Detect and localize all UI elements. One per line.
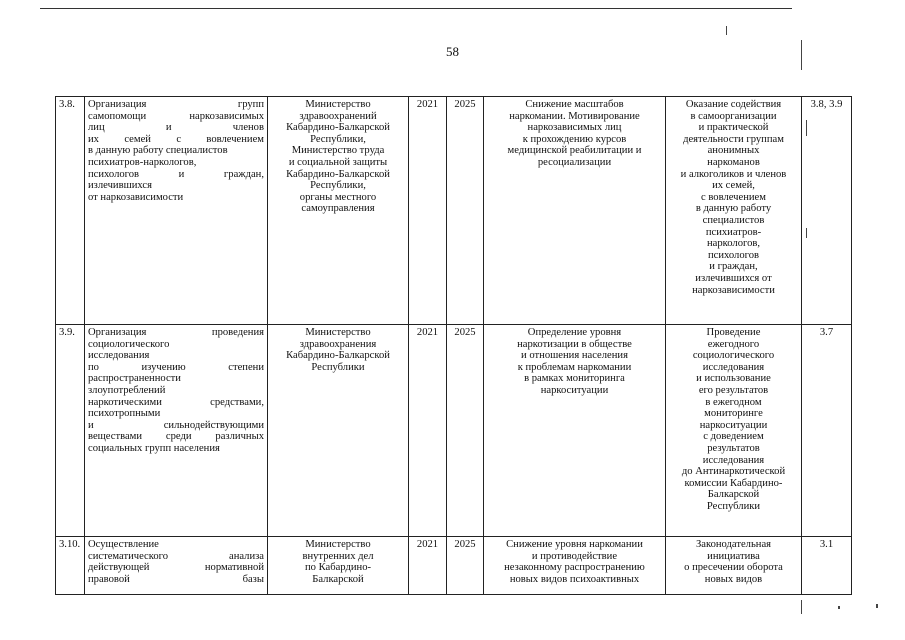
executor-line: органы местного	[299, 191, 377, 203]
executor-line: Кабардино-Балкарской	[286, 168, 390, 180]
result-cell	[484, 325, 666, 537]
activity-line: наркотическими средствами,	[88, 396, 264, 408]
indicator-line: и использование	[696, 373, 771, 385]
activity-line: самопомощи наркозависимых	[88, 110, 264, 122]
activity-line: Организация групп	[88, 99, 264, 110]
executor-line: внутренних дел	[302, 550, 374, 562]
activity-line: веществами среди различных	[88, 431, 264, 443]
indicator-line: наркологов,	[706, 238, 761, 250]
activity-cell	[85, 537, 268, 595]
activity-line: по изучению степени	[88, 361, 264, 373]
indicator-line: социологического	[692, 350, 775, 362]
table-row	[56, 97, 852, 325]
indicator-line: инициатива	[707, 550, 760, 562]
indicator-line: Законодательная	[695, 539, 772, 550]
indicator-line: комиссии Кабардино-	[684, 477, 783, 489]
result-line: медицинской реабилитации и	[507, 145, 642, 157]
table-row	[56, 325, 852, 537]
result-line: наркоситуации	[540, 384, 609, 396]
indicator-line: Балкарской	[707, 489, 760, 501]
result-line: наркотизации в обществе	[517, 338, 632, 350]
result-line: наркозависимых лиц	[527, 122, 622, 134]
executor-line: Министерство	[305, 327, 371, 338]
indicator-line: анонимных	[707, 145, 760, 157]
activity-line: распространенности	[88, 373, 181, 385]
activity-line: от наркозависимости	[88, 191, 184, 203]
link-cell: 3.7	[802, 325, 852, 537]
executor-line: Республики	[311, 361, 365, 373]
scan-mark	[801, 600, 802, 614]
activity-line: исследования	[88, 350, 150, 362]
activity-line: их семей с вовлечением	[88, 133, 264, 145]
result-line: наркомании. Мотивирование	[509, 110, 640, 122]
scan-mark	[876, 604, 878, 608]
indicator-line: в самоорганизации	[690, 110, 777, 122]
top-border-line	[40, 8, 792, 9]
executor-cell	[268, 97, 409, 325]
activity-cell	[85, 97, 268, 325]
indicator-line: наркозависимости	[692, 284, 775, 296]
activity-line: психиатров-наркологов,	[88, 156, 197, 168]
executor-line: Кабардино-Балкарской	[286, 122, 390, 134]
executor-line: здравоохранения	[299, 338, 377, 350]
executor-line: Республики,	[310, 133, 366, 145]
activity-line: Организация проведения	[88, 327, 264, 338]
link-cell: 3.1	[802, 537, 852, 595]
activity-line: социальных групп населения	[88, 442, 220, 454]
scan-mark	[801, 40, 802, 70]
executor-line: самоуправления	[301, 203, 375, 215]
indicator-line: мониторинге	[704, 408, 763, 420]
indicator-line: ежегодного	[707, 338, 760, 350]
result-line: и противодействие	[531, 550, 618, 562]
start-year: 2021	[409, 97, 447, 325]
result-line: к прохождению курсов	[522, 133, 627, 145]
row-number: 3.8.	[56, 97, 85, 325]
result-line: Снижение масштабов	[525, 99, 624, 110]
indicator-line: специалистов	[702, 214, 765, 226]
activity-line: злоупотреблений	[88, 384, 166, 396]
executor-line: Балкарской	[312, 573, 364, 585]
activity-line: Осуществление	[88, 539, 159, 550]
activity-line: и сильнодействующими	[88, 419, 264, 431]
indicator-line: психиатров-	[705, 226, 762, 238]
indicator-line: психологов	[707, 249, 760, 261]
executor-line: Министерство	[305, 99, 371, 110]
executor-line: по Кабардино-	[304, 562, 372, 574]
executor-line: и социальной защиты	[288, 156, 388, 168]
page-number: 58	[446, 44, 459, 59]
indicator-line: Оказание содействия	[685, 99, 782, 110]
activity-line: психологов и граждан,	[88, 168, 264, 180]
executor-line: Министерство труда	[291, 145, 385, 157]
start-year: 2021	[409, 325, 447, 537]
executor-cell	[268, 325, 409, 537]
result-line: ресоциализации	[537, 156, 612, 168]
indicator-line: результатов	[707, 442, 760, 454]
measures-table	[55, 96, 852, 595]
end-year: 2025	[447, 97, 484, 325]
result-line: Определение уровня	[527, 327, 622, 338]
start-year: 2021	[409, 537, 447, 595]
indicator-line: с доведением	[703, 431, 764, 443]
executor-line: Республики,	[310, 180, 366, 192]
result-line: и отношения населения	[521, 350, 628, 362]
activity-line: лиц и членов	[88, 122, 264, 134]
activity-line: правовой базы	[88, 573, 264, 585]
indicator-line: и алкоголиков и членов	[680, 168, 787, 180]
result-line: новых видов психоактивных	[509, 573, 640, 585]
activity-line: социологического	[88, 338, 170, 350]
scan-mark	[726, 26, 727, 35]
indicator-line: деятельности группам	[683, 133, 784, 145]
executor-line: Министерство	[305, 539, 371, 550]
result-cell	[484, 97, 666, 325]
indicator-line: Проведение	[706, 327, 761, 338]
indicator-line: о пресечении оборота	[684, 562, 783, 574]
activity-line: систематического анализа	[88, 550, 264, 562]
indicator-line: его результатов	[698, 384, 769, 396]
indicator-line: в ежегодном	[705, 396, 762, 408]
indicator-cell	[666, 97, 802, 325]
activity-cell	[85, 325, 268, 537]
link-cell: 3.8, 3.9	[802, 97, 852, 325]
indicator-cell	[666, 537, 802, 595]
row-number: 3.10.	[56, 537, 85, 595]
indicator-line: Республики	[706, 500, 761, 512]
row-number: 3.9.	[56, 325, 85, 537]
activity-line: действующей нормативной	[88, 562, 264, 574]
indicator-line: и граждан,	[709, 261, 758, 273]
indicator-line: исследования	[702, 361, 765, 373]
indicator-cell	[666, 325, 802, 537]
activity-line: в данную работу специалистов	[88, 145, 228, 157]
activity-line: излечившихся	[88, 180, 152, 192]
result-line: незаконному распространению	[504, 562, 645, 574]
indicator-line: наркоманов	[707, 156, 760, 168]
indicator-line: их семей,	[712, 180, 755, 192]
table-row	[56, 537, 852, 595]
result-line: Снижение уровня наркомании	[506, 539, 643, 550]
indicator-line: новых видов	[704, 573, 763, 585]
end-year: 2025	[447, 537, 484, 595]
result-cell	[484, 537, 666, 595]
indicator-line: в данную работу	[695, 203, 772, 215]
indicator-line: излечившихся от	[695, 272, 772, 284]
end-year: 2025	[447, 325, 484, 537]
result-line: в рамках мониторинга	[524, 373, 625, 385]
activity-line: психотропными	[88, 408, 161, 420]
indicator-line: до Антинаркотической	[681, 466, 786, 478]
scan-mark	[838, 606, 840, 609]
executor-cell	[268, 537, 409, 595]
result-line: к проблемам наркомании	[517, 361, 632, 373]
executor-line: здравоохранений	[299, 110, 377, 122]
executor-line: Кабардино-Балкарской	[286, 350, 390, 362]
indicator-line: исследования	[702, 454, 765, 466]
indicator-line: наркоситуации	[699, 419, 768, 431]
indicator-line: с вовлечением	[701, 191, 766, 203]
indicator-line: и практической	[698, 122, 769, 134]
